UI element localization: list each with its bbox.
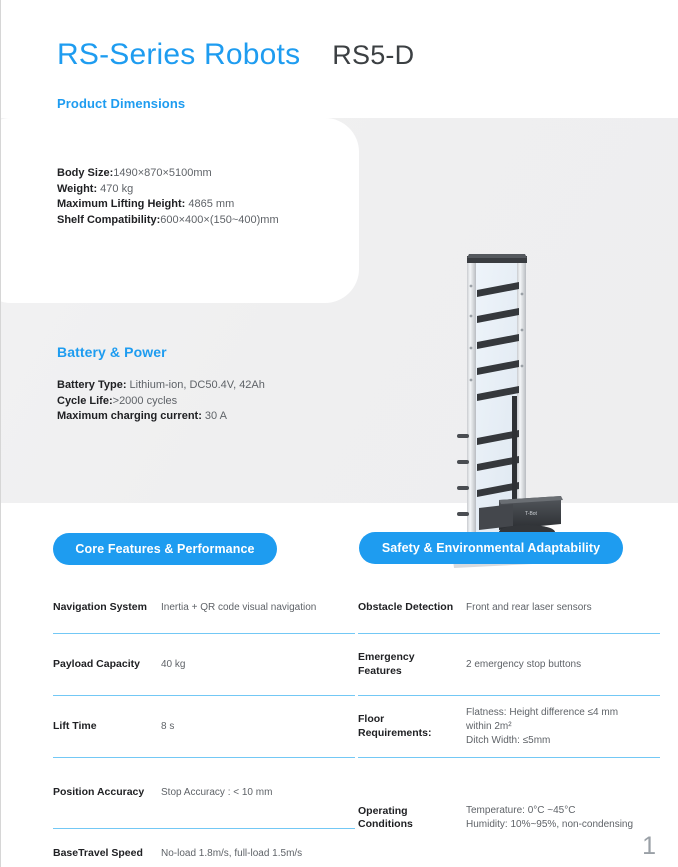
spec-value: 4865 mm xyxy=(185,198,235,210)
section-heading-dimensions: Product Dimensions xyxy=(57,96,186,111)
table-safety-environmental xyxy=(358,582,660,867)
spec-value: 600×400×(150~400)mm xyxy=(160,213,279,226)
table-row xyxy=(53,582,355,634)
table-row xyxy=(358,696,660,758)
pill-core-features: Core Features & Performance xyxy=(53,533,277,565)
spec-line xyxy=(57,409,265,425)
row-label: BaseTravel Speed xyxy=(53,846,143,859)
spec-value: Lithium-ion, DC50.4V, 42Ah xyxy=(126,379,265,391)
row-label: Position Accuracy xyxy=(53,786,145,799)
battery-spec-list xyxy=(57,378,265,425)
table-row xyxy=(358,634,660,696)
spec-label: Shelf Compatibility: xyxy=(57,213,161,226)
row-value: Temperature: 0°C ~45°C Humidity: 10%~95%, non-condensing xyxy=(466,805,634,830)
row-value: 2 emergency stop buttons xyxy=(466,658,582,670)
table-row xyxy=(53,634,355,696)
table-row xyxy=(53,829,355,867)
svg-text:T-Bot: T-Bot xyxy=(525,511,537,517)
spec-line xyxy=(57,394,265,410)
page-number: 1 xyxy=(642,832,656,860)
spec-value: 470 kg xyxy=(97,182,134,195)
row-label: Payload Capacity xyxy=(53,657,140,670)
spec-line xyxy=(57,166,279,182)
table-core-features xyxy=(53,582,355,867)
row-value: Front and rear laser sensors xyxy=(466,601,592,613)
row-value: Flatness: Height difference ≤4 mm within 2m² Ditch Width: ≤5mm xyxy=(466,706,619,746)
spec-label: Battery Type: xyxy=(57,379,127,391)
row-value: Inertia + QR code visual navigation xyxy=(161,601,317,613)
section-heading-battery: Battery & Power xyxy=(57,344,167,360)
spec-value: 1490×870×5100mm xyxy=(113,167,212,179)
row-value: 8 s xyxy=(161,720,175,732)
row-label: Obstacle Detection xyxy=(358,600,454,613)
spec-label: Cycle Life: xyxy=(57,394,113,407)
row-label: Operating Conditions xyxy=(358,804,413,830)
row-label: Lift Time xyxy=(53,719,97,732)
spec-line xyxy=(57,182,279,198)
spec-label: Maximum Lifting Height: xyxy=(57,198,186,210)
dimensions-spec-list xyxy=(57,166,279,228)
table-row xyxy=(53,758,355,829)
spec-line xyxy=(57,378,265,394)
spec-label: Body Size: xyxy=(57,167,114,179)
row-value: Stop Accuracy : < 10 mm xyxy=(161,787,273,798)
spec-line xyxy=(57,197,279,213)
row-label: Floor Requirements: xyxy=(358,713,432,739)
spec-label: Maximum charging current: xyxy=(57,410,202,422)
robot-product-image xyxy=(439,238,589,578)
row-label: Navigation System xyxy=(53,600,147,613)
table-row xyxy=(53,696,355,758)
spec-line xyxy=(57,213,279,229)
page-title: RS-Series Robots xyxy=(57,38,301,71)
pill-safety-environmental: Safety & Environmental Adaptability xyxy=(359,532,623,564)
row-value: No-load 1.8m/s, full-load 1.5m/s xyxy=(161,847,303,859)
page-header xyxy=(57,38,414,72)
spec-label: Weight: xyxy=(57,182,98,195)
spec-value: >2000 cycles xyxy=(112,394,178,407)
row-label: Emergency Features xyxy=(358,651,415,677)
table-row xyxy=(358,582,660,634)
row-value: 40 kg xyxy=(161,658,186,670)
table-row xyxy=(358,758,660,867)
spec-value: 30 A xyxy=(201,410,227,422)
model-name: RS5-D xyxy=(332,40,415,70)
